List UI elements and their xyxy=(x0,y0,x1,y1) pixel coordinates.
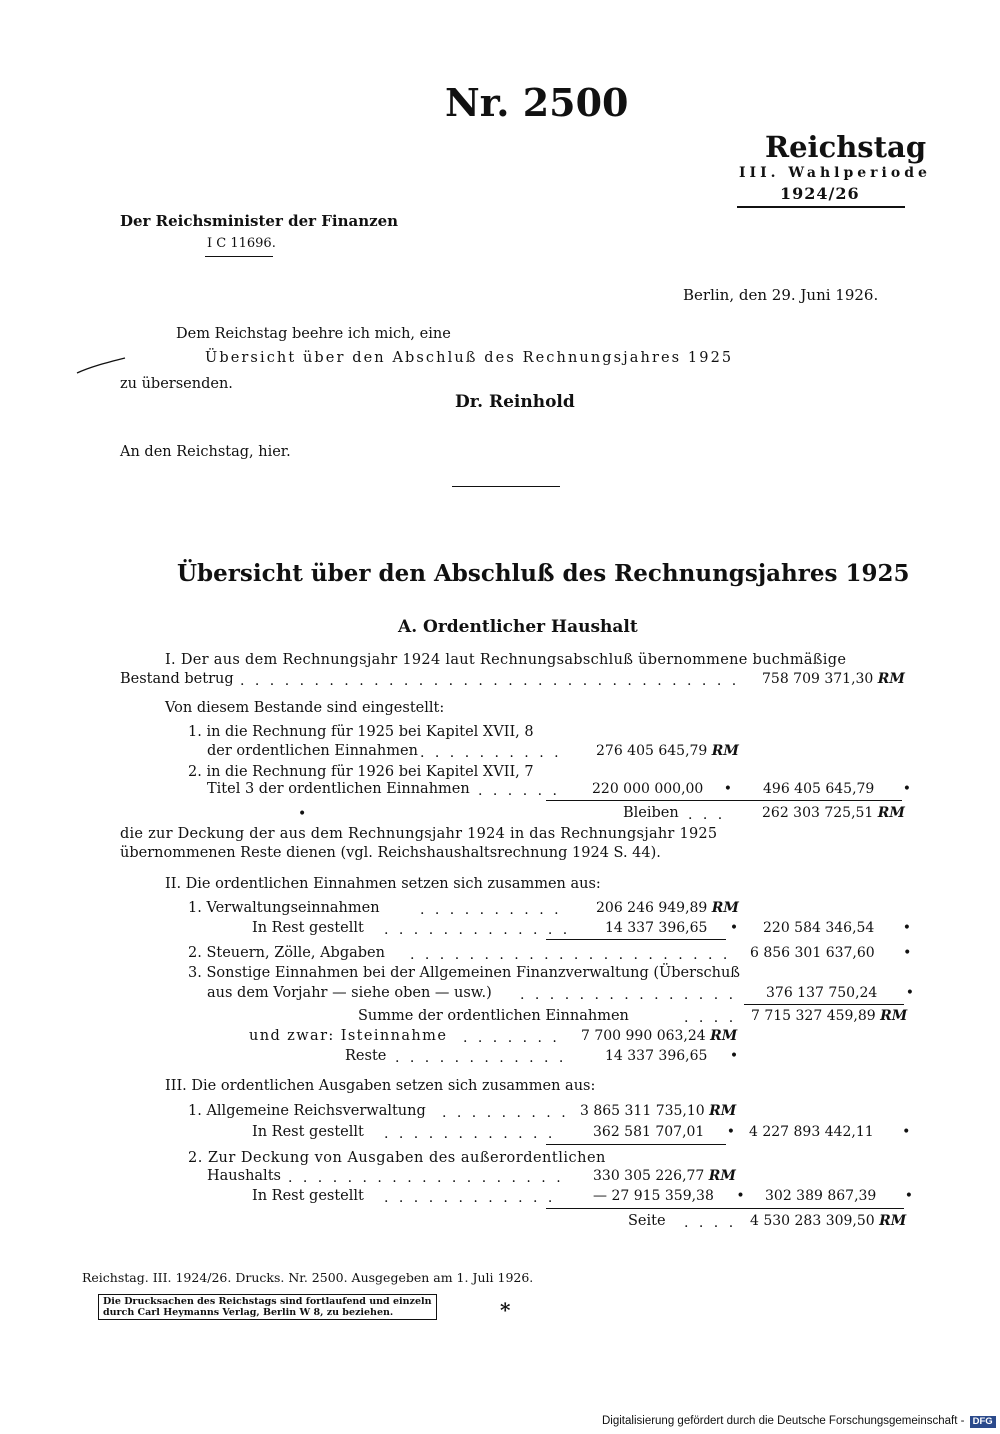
page-total xyxy=(750,1213,906,1229)
unit-rm: RM xyxy=(711,900,739,916)
page-total-value: 4 530 283 309,50 xyxy=(750,1213,875,1229)
distribution-notice-line1: Die Drucksachen des Reichstags sind fortlaufend und einzeln xyxy=(103,1296,432,1307)
s2-sum-label: Summe der ordentlichen Einnahmen xyxy=(358,1008,629,1024)
s2-item2-total-value: 6 856 301 637,60 xyxy=(750,945,875,961)
s3-item1-total xyxy=(749,1124,910,1140)
leader-dots xyxy=(463,1030,567,1048)
s3-item1-rest xyxy=(593,1124,735,1140)
s2-ist-value: 7 700 990 063,24 xyxy=(581,1028,706,1044)
dfg-logo: DFG xyxy=(970,1416,996,1428)
s1-note: Von diesem Bestande sind eingestellt: xyxy=(165,700,445,716)
ditto-mark: • xyxy=(902,1124,911,1140)
s1-line-2: Bestand betrug xyxy=(120,671,234,687)
s2-sum-value: 7 715 327 459,89 xyxy=(751,1008,876,1024)
ditto-mark: • xyxy=(729,1048,739,1064)
unit-rm: RM xyxy=(708,1168,736,1184)
imprint-line: Reichstag. III. 1924/26. Drucks. Nr. 2500. Ausgegeben am 1. Juli 1926. xyxy=(82,1270,534,1285)
ditto-mark: • xyxy=(904,1188,914,1204)
s1-remain-value: 262 303 725,51 xyxy=(762,805,874,821)
s3-item1-total-value: 4 227 893 442,11 xyxy=(749,1124,874,1140)
s3-item2-amount xyxy=(593,1168,736,1184)
leader-dots xyxy=(240,673,748,691)
leader-dots xyxy=(442,1105,572,1123)
leader-dots xyxy=(688,807,740,825)
s3-item2-total xyxy=(765,1188,913,1204)
leader-dots xyxy=(478,783,562,801)
section-a-heading: A. Ordentlicher Haushalt xyxy=(398,617,638,637)
s2-item1-label: 1. Verwaltungseinnahmen xyxy=(188,900,380,916)
s3-item2-rest-label: In Rest gestellt xyxy=(252,1188,364,1204)
s2-ist-label: und zwar: Isteinnahme xyxy=(249,1028,448,1044)
ditto-mark: • xyxy=(905,985,915,1001)
leader-dots xyxy=(520,987,742,1005)
s2-item1-rest xyxy=(605,920,738,936)
ditto-mark: • xyxy=(902,920,912,936)
s2-item1-total-value: 220 584 346,54 xyxy=(763,920,875,936)
s2-heading: II. Die ordentlichen Einnahmen setzen sich zusammen aus: xyxy=(165,876,601,892)
unit-rm: RM xyxy=(877,805,905,821)
s3-item2-rest xyxy=(593,1188,745,1204)
period-underline xyxy=(737,206,905,208)
leader-dots xyxy=(384,922,572,940)
ditto-mark: • xyxy=(902,781,912,797)
s3-item1-rest-value: 362 581 707,01 xyxy=(593,1124,705,1140)
s1-remain-label: Bleiben xyxy=(623,805,679,821)
ditto-mark: • xyxy=(729,920,739,936)
signature: Dr. Reinhold xyxy=(455,392,575,412)
handwritten-stroke xyxy=(75,355,127,377)
period-label: III. Wahlperiode xyxy=(739,165,931,181)
s3-item2-value: 330 305 226,77 xyxy=(593,1168,705,1184)
star-mark: * xyxy=(500,1298,511,1322)
s3-item1-label: 1. Allgemeine Reichsverwaltung xyxy=(188,1103,426,1119)
leader-dots xyxy=(384,1126,556,1144)
s3-item2-total-value: 302 389 867,39 xyxy=(765,1188,877,1204)
s3-item1-value: 3 865 311 735,10 xyxy=(580,1103,705,1119)
s1-total xyxy=(762,671,905,687)
s2-item1-total xyxy=(763,920,911,936)
s1-item1-value: 276 405 645,79 xyxy=(596,743,708,759)
s1-item1-line2: der ordentlichen Einnahmen xyxy=(207,743,418,759)
period-years: 1924/26 xyxy=(780,184,860,203)
s1-line-1: I. Der aus dem Rechnungsjahr 1924 laut Rechnungsabschluß übernommene buchmäßige xyxy=(165,652,847,668)
ditto-mark: • xyxy=(726,1124,736,1140)
s2-ist xyxy=(581,1028,737,1044)
s1-total-value: 758 709 371,30 xyxy=(762,671,874,687)
s1-item2-line1: 2. in die Rechnung für 1926 bei Kapitel XVII, 7 xyxy=(188,764,534,780)
reichstag-title: Reichstag xyxy=(765,130,927,164)
leader-dots xyxy=(410,947,740,965)
reference-underline xyxy=(205,256,273,257)
s2-item3-line2: aus dem Vorjahr — siehe oben — usw.) xyxy=(207,985,492,1001)
s1-explanation-line1: die zur Deckung der aus dem Rechnungsjahr 1924 in das Rechnungsjahr 1925 xyxy=(120,826,718,842)
s3-item2-rest-value: — 27 915 359,38 xyxy=(593,1188,714,1204)
recipient: An den Reichstag, hier. xyxy=(120,444,291,460)
s3-heading: III. Die ordentlichen Ausgaben setzen sich zusammen aus: xyxy=(165,1078,596,1094)
letter-line-2: Übersicht über den Abschluß des Rechnungsjahres 1925 xyxy=(205,350,734,366)
separator-rule xyxy=(452,486,560,487)
page-total-label: Seite xyxy=(628,1213,666,1229)
leader-dots xyxy=(420,902,572,920)
s1-item2-line2: Titel 3 der ordentlichen Einnahmen xyxy=(207,781,470,797)
s1-item2-sum xyxy=(763,781,911,797)
s1-item2-value: 220 000 000,00 xyxy=(592,781,704,797)
s2-item3-line1: 3. Sonstige Einnahmen bei der Allgemeinen Finanzverwaltung (Überschuß xyxy=(188,965,740,981)
overview-title: Übersicht über den Abschluß des Rechnungsjahres 1925 xyxy=(177,560,910,587)
ditto-mark: • xyxy=(736,1188,745,1204)
leader-dots xyxy=(384,1190,560,1208)
s2-reste-label: Reste xyxy=(345,1048,387,1064)
leader-dots xyxy=(684,1215,740,1233)
s3-item1-rest-label: In Rest gestellt xyxy=(252,1124,364,1140)
s3-item1-rule xyxy=(546,1144,726,1145)
s1-sum-rule xyxy=(546,800,902,801)
s2-item1-rule xyxy=(546,939,726,940)
unit-rm: RM xyxy=(879,1213,907,1229)
dfg-note-text: Digitalisierung gefördert durch die Deutsche Forschungsgemeinschaft - xyxy=(602,1415,965,1427)
s2-sum xyxy=(751,1008,907,1024)
s1-item1-amount xyxy=(596,743,739,759)
s2-sum-rule xyxy=(744,1004,904,1005)
ditto-mark: • xyxy=(903,945,912,961)
distribution-notice xyxy=(98,1294,437,1320)
s1-explanation-line2: übernommenen Reste dienen (vgl. Reichshaushaltsrechnung 1924 S. 44). xyxy=(120,845,661,861)
leader-dots xyxy=(420,745,572,763)
unit-rm: RM xyxy=(880,1008,908,1024)
s3-item1-amount xyxy=(580,1103,736,1119)
s3-item2-line2: Haushalts xyxy=(207,1168,281,1184)
reference-number: I C 11696. xyxy=(207,236,276,251)
unit-rm: RM xyxy=(709,1103,737,1119)
s2-item3-total xyxy=(766,985,914,1001)
s2-reste-value: 14 337 396,65 xyxy=(605,1048,708,1064)
s1-item1-line1: 1. in die Rechnung für 1925 bei Kapitel XVII, 8 xyxy=(188,724,534,740)
unit-rm: RM xyxy=(710,1028,738,1044)
leader-dots xyxy=(288,1170,578,1188)
s2-reste xyxy=(605,1048,738,1064)
s2-item2-total xyxy=(750,945,911,961)
unit-rm: RM xyxy=(877,671,905,687)
s1-item2-sum-value: 496 405 645,79 xyxy=(763,781,875,797)
letter-line-3: zu übersenden. xyxy=(120,376,233,392)
distribution-notice-line2: durch Carl Heymanns Verlag, Berlin W 8, zu beziehen. xyxy=(103,1307,394,1318)
ditto-mark: • xyxy=(723,781,733,797)
letter-line-1: Dem Reichstag beehre ich mich, eine xyxy=(176,326,451,342)
s3-page-rule xyxy=(546,1208,904,1209)
sender-line: Der Reichsminister der Finanzen xyxy=(120,212,399,230)
s2-item1-rest-value: 14 337 396,65 xyxy=(605,920,708,936)
s1-item2-amount xyxy=(592,781,732,797)
place-date: Berlin, den 29. Juni 1926. xyxy=(683,286,879,304)
s2-item2-label: 2. Steuern, Zölle, Abgaben xyxy=(188,945,385,961)
s3-item2-line1: 2. Zur Deckung von Ausgaben des außerordentlichen xyxy=(188,1150,606,1166)
s2-item1-value: 206 246 949,89 xyxy=(596,900,708,916)
s1-dot: • xyxy=(298,806,307,822)
s2-item1-amount xyxy=(596,900,739,916)
leader-dots xyxy=(395,1050,567,1068)
document-number: Nr. 2500 xyxy=(445,80,629,125)
s2-item3-total-value: 376 137 750,24 xyxy=(766,985,878,1001)
unit-rm: RM xyxy=(711,743,739,759)
leader-dots xyxy=(684,1010,740,1028)
s1-remain xyxy=(762,805,905,821)
dfg-note xyxy=(602,1415,996,1428)
s2-item1-rest-label: In Rest gestellt xyxy=(252,920,364,936)
